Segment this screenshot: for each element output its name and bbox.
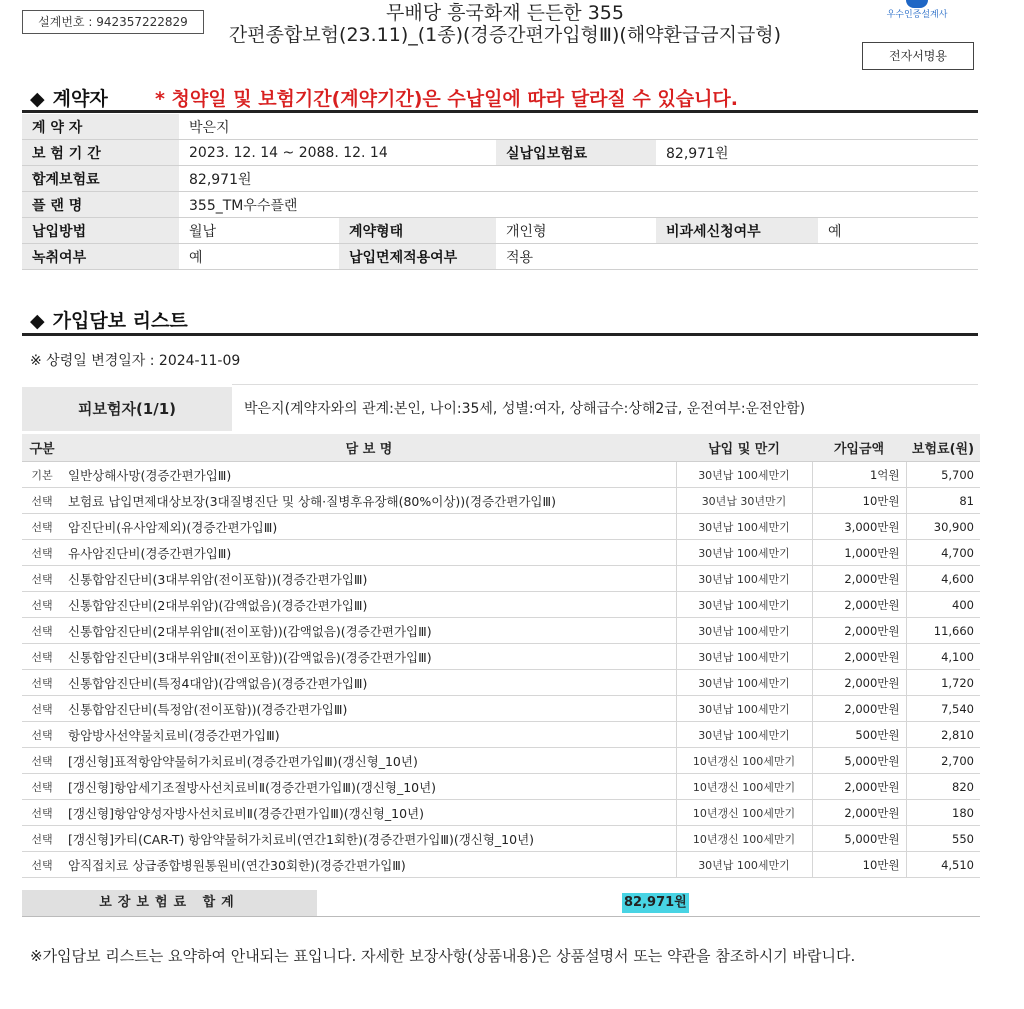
table-row: [22, 166, 978, 192]
coverage-premium: 180: [906, 800, 980, 826]
coverage-name: 보험료 납입면제대상보장(3대질병진단 및 상해·질병후유장해(80%이상))(경증간편가입Ⅲ): [62, 488, 676, 514]
coverage-amount: 10만원: [812, 488, 906, 514]
product-title-line2: 간편종합보험(23.11)_(1종)(경증간편가입형Ⅲ)(해약환급금지급형): [228, 24, 782, 46]
table-row: [22, 852, 980, 878]
table-row: [22, 696, 980, 722]
coverage-name: [갱신형]항암양성자방사선치료비Ⅱ(경증간편가입Ⅲ)(갱신형_10년): [62, 800, 676, 826]
coverage-category: 선택: [22, 514, 62, 540]
coverage-premium: 4,100: [906, 644, 980, 670]
coverage-premium: 30,900: [906, 514, 980, 540]
coverage-category: 선택: [22, 644, 62, 670]
coverage-category: 선택: [22, 800, 62, 826]
coverage-name: [갱신형]항암세기조절방사선치료비Ⅱ(경증간편가입Ⅲ)(갱신형_10년): [62, 774, 676, 800]
coverage-period: 30년납 100세만기: [676, 852, 812, 878]
contract-type-label: 계약형태: [339, 218, 496, 244]
coverage-amount: 2,000만원: [812, 592, 906, 618]
coverage-premium: 7,540: [906, 696, 980, 722]
table-row: [22, 218, 978, 244]
coverage-premium: 4,600: [906, 566, 980, 592]
waiver-value: 적용: [496, 244, 978, 270]
contract-type-value: 개인형: [496, 218, 656, 244]
period-label: 보 험 기 간: [22, 140, 179, 166]
coverage-name: [갱신형]표적항암약물허가치료비(경증간편가입Ⅲ)(갱신형_10년): [62, 748, 676, 774]
recording-label: 녹취여부: [22, 244, 179, 270]
coverage-amount: 3,000만원: [812, 514, 906, 540]
table-row: [22, 644, 980, 670]
coverage-amount: 2,000만원: [812, 670, 906, 696]
table-row: [22, 244, 978, 270]
divider: [232, 384, 978, 385]
coverage-category: 선택: [22, 722, 62, 748]
coverage-period: 30년납 100세만기: [676, 644, 812, 670]
coverage-premium: 81: [906, 488, 980, 514]
total-premium-value: 82,971원: [179, 166, 978, 192]
coverage-name: 항암방사선약물치료비(경증간편가입Ⅲ): [62, 722, 676, 748]
contractor-name: 박은지: [179, 114, 978, 140]
coverage-premium: 400: [906, 592, 980, 618]
period-value: 2023. 12. 14 ~ 2088. 12. 14: [179, 140, 496, 166]
coverage-premium: 4,700: [906, 540, 980, 566]
insured-row: [22, 387, 980, 431]
coverage-period: 10년갱신 100세만기: [676, 748, 812, 774]
table-row: [22, 114, 978, 140]
coverage-category: 선택: [22, 566, 62, 592]
coverage-premium: 11,660: [906, 618, 980, 644]
coverage-amount: 2,000만원: [812, 644, 906, 670]
coverage-name: 신통합암진단비(3대부위암(전이포함))(경증간편가입Ⅲ): [62, 566, 676, 592]
coverage-name: 신통합암진단비(2대부위암)(감액없음)(경증간편가입Ⅲ): [62, 592, 676, 618]
premium-sum-value: 82,971원: [622, 893, 689, 913]
coverage-name: 신통합암진단비(특정4대암)(감액없음)(경증간편가입Ⅲ): [62, 670, 676, 696]
divider: [22, 110, 978, 113]
coverage-category: 선택: [22, 748, 62, 774]
change-date: ※ 상령일 변경일자 : 2024-11-09: [30, 353, 241, 369]
coverage-period: 30년납 100세만기: [676, 566, 812, 592]
coverage-amount: 1억원: [812, 462, 906, 488]
total-premium-label: 합계보험료: [22, 166, 179, 192]
coverage-period: 30년납 100세만기: [676, 592, 812, 618]
coverage-premium: 820: [906, 774, 980, 800]
coverage-amount: 5,000만원: [812, 748, 906, 774]
tax-exempt-label: 비과세신청여부: [656, 218, 818, 244]
pay-method-value: 월납: [179, 218, 339, 244]
footer-note: ※가입담보 리스트는 요약하여 안내되는 표입니다. 자세한 보장사항(상품내용)은 상품설명서 또는 약관을 참조하시기 바랍니다.: [30, 947, 856, 965]
coverage-section-header: [30, 306, 188, 333]
coverage-category: 선택: [22, 592, 62, 618]
coverage-premium: 4,510: [906, 852, 980, 878]
coverage-premium: 5,700: [906, 462, 980, 488]
coverage-period: 30년납 100세만기: [676, 618, 812, 644]
contractor-section-title: ◆ 계약자: [30, 88, 108, 110]
insured-info: 박은지(계약자와의 관계:본인, 나이:35세, 성별:여자, 상해급수:상해2급, 운전여부:운전안함): [244, 401, 806, 417]
coverage-category: 선택: [22, 852, 62, 878]
coverage-rows: [22, 462, 980, 878]
coverage-category: 선택: [22, 670, 62, 696]
coverage-premium: 1,720: [906, 670, 980, 696]
premium-sum-row: [22, 890, 980, 917]
period-notice: * 청약일 및 보험기간(계약기간)은 수납일에 따라 달라질 수 있습니다.: [155, 88, 738, 110]
table-row: [22, 514, 980, 540]
coverage-period: 10년갱신 100세만기: [676, 800, 812, 826]
contractor-table: [22, 114, 978, 270]
table-row: [22, 140, 978, 166]
coverage-amount: 500만원: [812, 722, 906, 748]
tax-exempt-value: 예: [818, 218, 978, 244]
waiver-label: 납입면제적용여부: [339, 244, 496, 270]
coverage-period: 30년납 100세만기: [676, 514, 812, 540]
coverage-premium: 2,810: [906, 722, 980, 748]
col-period: 납입 및 만기: [676, 434, 812, 462]
table-row: [22, 800, 980, 826]
coverage-period: 30년납 100세만기: [676, 722, 812, 748]
logo-text: 우수인증설계사: [886, 10, 948, 20]
coverage-period: 30년납 100세만기: [676, 670, 812, 696]
actual-premium-label: 실납입보험료: [496, 140, 656, 166]
table-row: [22, 722, 980, 748]
table-row: [22, 488, 980, 514]
coverage-category: 선택: [22, 618, 62, 644]
diamond-icon: ◆: [30, 310, 45, 332]
esign-label: 전자서명용: [862, 42, 974, 70]
diamond-icon: ◆: [30, 88, 45, 110]
table-row: [22, 540, 980, 566]
table-row: [22, 192, 978, 218]
coverage-amount: 10만원: [812, 852, 906, 878]
pay-method-label: 납입방법: [22, 218, 179, 244]
coverage-period: 30년납 100세만기: [676, 462, 812, 488]
coverage-name: 일반상해사망(경증간편가입Ⅲ): [62, 462, 676, 488]
col-category: 구분: [22, 434, 62, 462]
coverage-period: 10년갱신 100세만기: [676, 826, 812, 852]
table-row: [22, 826, 980, 852]
product-title-line1: 무배당 흥국화재 든든한 355: [386, 2, 624, 24]
coverage-premium: 2,700: [906, 748, 980, 774]
contractor-name-label: 계 약 자: [22, 114, 179, 140]
coverage-premium: 550: [906, 826, 980, 852]
coverage-period: 30년납 30년만기: [676, 488, 812, 514]
col-amount: 가입금액: [812, 434, 906, 462]
coverage-name: 신통합암진단비(2대부위암Ⅱ(전이포함))(감액없음)(경증간편가입Ⅲ): [62, 618, 676, 644]
coverage-section-title: ◆ 가입담보 리스트: [30, 310, 188, 332]
recording-value: 예: [179, 244, 339, 270]
table-row: [22, 670, 980, 696]
divider: [22, 333, 978, 336]
plan-label: 플 랜 명: [22, 192, 179, 218]
table-row: [22, 618, 980, 644]
coverage-category: 기본: [22, 462, 62, 488]
coverage-amount: 5,000만원: [812, 826, 906, 852]
coverage-category: 선택: [22, 696, 62, 722]
table-row: [22, 566, 980, 592]
coverage-name: 암직접치료 상급종합병원통원비(연간30회한)(경증간편가입Ⅲ): [62, 852, 676, 878]
coverage-amount: 2,000만원: [812, 618, 906, 644]
premium-sum-label: 보장보험료 합계: [22, 890, 317, 916]
coverage-period: 30년납 100세만기: [676, 696, 812, 722]
insured-label: 피보험자(1/1): [22, 387, 232, 431]
coverage-category: 선택: [22, 826, 62, 852]
coverage-period: 10년갱신 100세만기: [676, 774, 812, 800]
table-row: [22, 748, 980, 774]
contractor-section-header: [30, 84, 108, 111]
coverage-amount: 1,000만원: [812, 540, 906, 566]
table-row: [22, 462, 980, 488]
coverage-name: 신통합암진단비(3대부위암Ⅱ(전이포함))(감액없음)(경증간편가입Ⅲ): [62, 644, 676, 670]
table-header-row: [22, 434, 980, 462]
logo-icon: [906, 0, 928, 8]
coverage-amount: 2,000만원: [812, 800, 906, 826]
actual-premium-value: 82,971원: [656, 140, 978, 166]
product-title: [200, 2, 810, 46]
col-name: 담 보 명: [62, 434, 676, 462]
coverage-category: 선택: [22, 774, 62, 800]
coverage-amount: 2,000만원: [812, 566, 906, 592]
coverage-name: 유사암진단비(경증간편가입Ⅲ): [62, 540, 676, 566]
coverage-amount: 2,000만원: [812, 696, 906, 722]
coverage-period: 30년납 100세만기: [676, 540, 812, 566]
plan-value: 355_TM우수플랜: [179, 192, 978, 218]
coverage-table: [22, 434, 980, 878]
coverage-name: [갱신형]카티(CAR-T) 항암약물허가치료비(연간1회한)(경증간편가입Ⅲ)(갱신형_10년): [62, 826, 676, 852]
table-row: [22, 774, 980, 800]
coverage-category: 선택: [22, 540, 62, 566]
design-number: 설계번호 : 942357222829: [22, 10, 204, 34]
coverage-name: 신통합암진단비(특정암(전이포함))(경증간편가입Ⅲ): [62, 696, 676, 722]
coverage-amount: 2,000만원: [812, 774, 906, 800]
coverage-name: 암진단비(유사암제외)(경증간편가입Ⅲ): [62, 514, 676, 540]
col-premium: 보험료(원): [906, 434, 980, 462]
coverage-category: 선택: [22, 488, 62, 514]
certified-planner-logo: [862, 0, 972, 24]
table-row: [22, 592, 980, 618]
